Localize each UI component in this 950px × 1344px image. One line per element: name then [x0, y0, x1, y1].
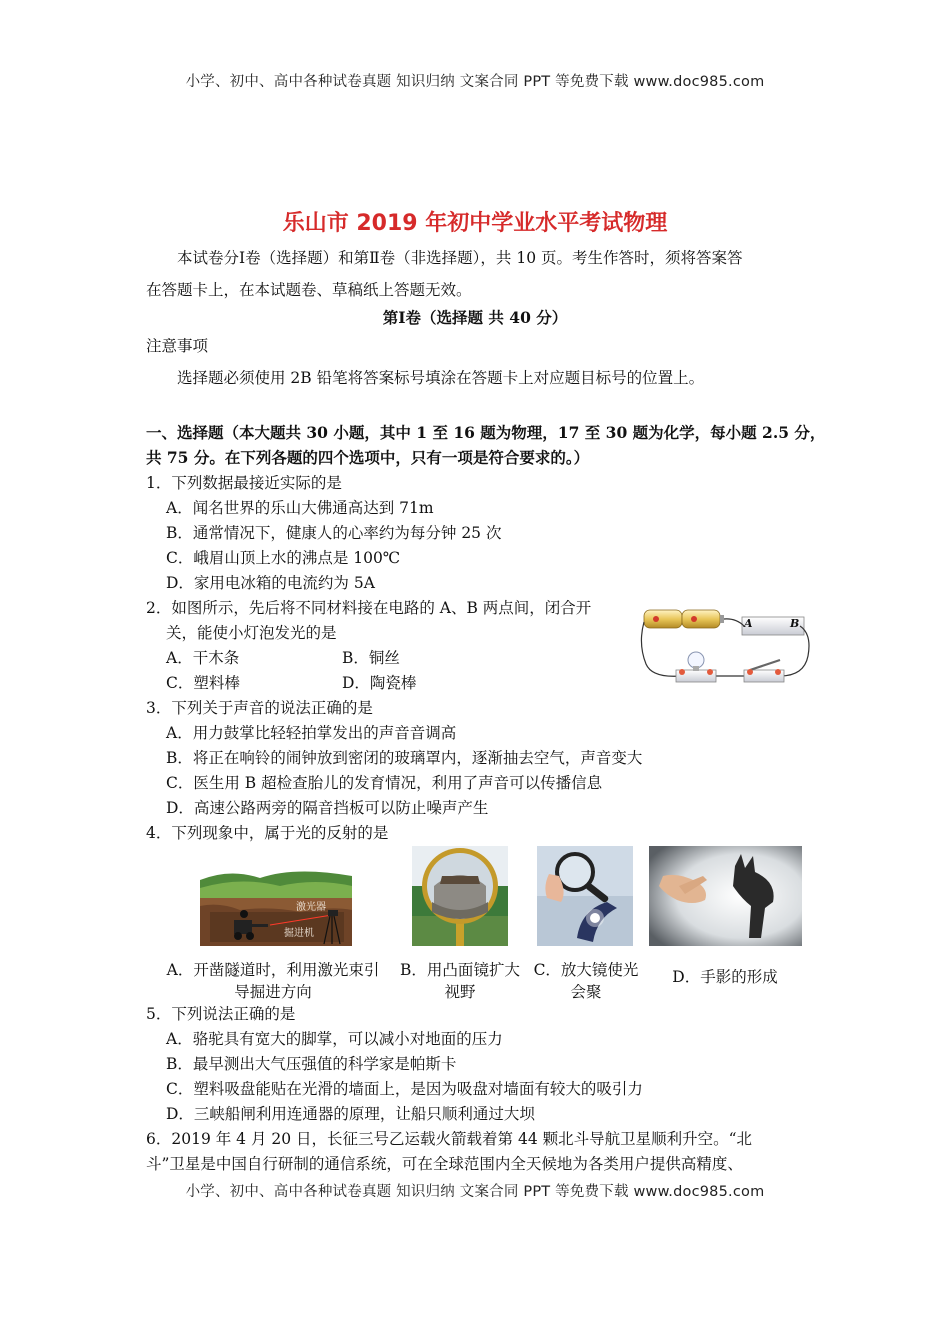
- tunnel-laser-image: [200, 866, 352, 946]
- q4-caption-b-line-2: 视野: [444, 983, 476, 1001]
- q4-caption-c: [528, 959, 644, 1003]
- magnifier-image: [537, 846, 633, 946]
- notice-text: 选择题必须使用 2B 铅笔将答案标号填涂在答题卡上对应题目标号的位置上。: [177, 369, 705, 387]
- q4-caption-a-line-2: 导掘进方向: [234, 983, 312, 1001]
- circuit-label-b: B: [790, 617, 800, 630]
- q2-option-d: D．陶瓷棒: [342, 674, 417, 692]
- q1-option-b: B．通常情况下，健康人的心率约为每分钟 25 次: [166, 524, 502, 542]
- intro-line-2: 在答题卡上，在本试题卷、草稿纸上答题无效。: [146, 281, 472, 299]
- page-header: 小学、初中、高中各种试卷真题 知识归纳 文案合同 PPT 等免费下载 www.doc985.com: [185, 74, 765, 90]
- page-title: 乐山市 2019 年初中学业水平考试物理: [282, 211, 668, 236]
- q5-option-d: D．三峡船闸利用连通器的原理，让船只顺利通过大坝: [166, 1105, 535, 1123]
- convex-mirror-image: [412, 846, 508, 946]
- q6-stem-line-1: 6．2019 年 4 月 20 日，长征三号乙运载火箭载着第 44 颗北斗导航卫星顺利升空。“北: [146, 1130, 753, 1148]
- circuit-label-a: A: [744, 617, 753, 630]
- q3-option-a: A．用力鼓掌比轻轻拍掌发出的声音音调高: [166, 724, 457, 742]
- intro-line-1: 本试卷分Ⅰ卷（选择题）和第Ⅱ卷（非选择题），共 10 页。考生作答时，须将答案答: [177, 249, 743, 267]
- q5-option-b: B．最早测出大气压强值的科学家是帕斯卡: [166, 1055, 457, 1073]
- q2-stem-line-1: 2．如图所示，先后将不同材料接在电路的 A、B 两点间，闭合开: [146, 599, 592, 617]
- q2-stem-line-2: 关，能使小灯泡发光的是: [166, 624, 337, 642]
- q4-caption-b-line-1: B．用凸面镜扩大: [400, 961, 520, 979]
- q3-option-b: B．将正在响铃的闹钟放到密闭的玻璃罩内，逐渐抽去空气，声音变大: [166, 749, 643, 767]
- section-title: 第Ⅰ卷（选择题 共 40 分）: [382, 308, 568, 327]
- machine-label: 掘进机: [284, 928, 314, 939]
- q3-option-d: D．高速公路两旁的隔音挡板可以防止噪声产生: [166, 799, 489, 817]
- q4-caption-a: [156, 959, 390, 1003]
- q4-caption-b: [392, 959, 528, 1003]
- q1-option-c: C．峨眉山顶上水的沸点是 100℃: [166, 549, 401, 567]
- page-footer: 小学、初中、高中各种试卷真题 知识归纳 文案合同 PPT 等免费下载 www.doc985.com: [185, 1184, 765, 1200]
- q5-stem: 5．下列说法正确的是: [146, 1005, 296, 1023]
- q4-caption-a-line-1: A．开凿隧道时，利用激光束引: [166, 961, 380, 979]
- q6-stem-line-2: 斗”卫星是中国自行研制的通信系统，可在全球范围内全天候地为各类用户提供高精度、: [146, 1155, 743, 1173]
- q3-option-c: C．医生用 B 超检查胎儿的发育情况，利用了声音可以传播信息: [166, 774, 603, 792]
- q1-stem: 1．下列数据最接近实际的是: [146, 474, 342, 492]
- circuit-diagram: [640, 604, 812, 690]
- part-heading-line-2: 共 75 分。在下列各题的四个选项中，只有一项是符合要求的。）: [146, 448, 590, 467]
- q2-option-b: B．铜丝: [342, 649, 400, 667]
- q1-option-a: A．闻名世界的乐山大佛通高达到 71m: [166, 499, 434, 517]
- notice-label: 注意事项: [146, 337, 209, 355]
- q4-caption-c-line-1: C．放大镜使光: [533, 961, 639, 979]
- q5-option-c: C．塑料吸盘能贴在光滑的墙面上，是因为吸盘对墙面有较大的吸引力: [166, 1080, 643, 1098]
- q1-option-d: D．家用电冰箱的电流约为 5A: [166, 574, 375, 592]
- q3-stem: 3．下列关于声音的说法正确的是: [146, 699, 373, 717]
- q5-option-a: A．骆驼具有宽大的脚掌，可以减小对地面的压力: [166, 1030, 503, 1048]
- q2-option-a: A．干木条: [166, 649, 240, 667]
- q4-stem: 4．下列现象中，属于光的反射的是: [146, 824, 389, 842]
- part-heading-line-1: 一、选择题（本大题共 30 小题，其中 1 至 16 题为物理，17 至 30 题为化学，每小题 2.5 分，: [146, 423, 826, 442]
- q2-option-c: C．塑料棒: [166, 674, 240, 692]
- q4-caption-d: D．手影的形成: [672, 968, 778, 986]
- laser-label: 激光器: [296, 902, 326, 913]
- q4-caption-c-line-2: 会聚: [570, 983, 602, 1001]
- hand-shadow-image: [649, 846, 802, 946]
